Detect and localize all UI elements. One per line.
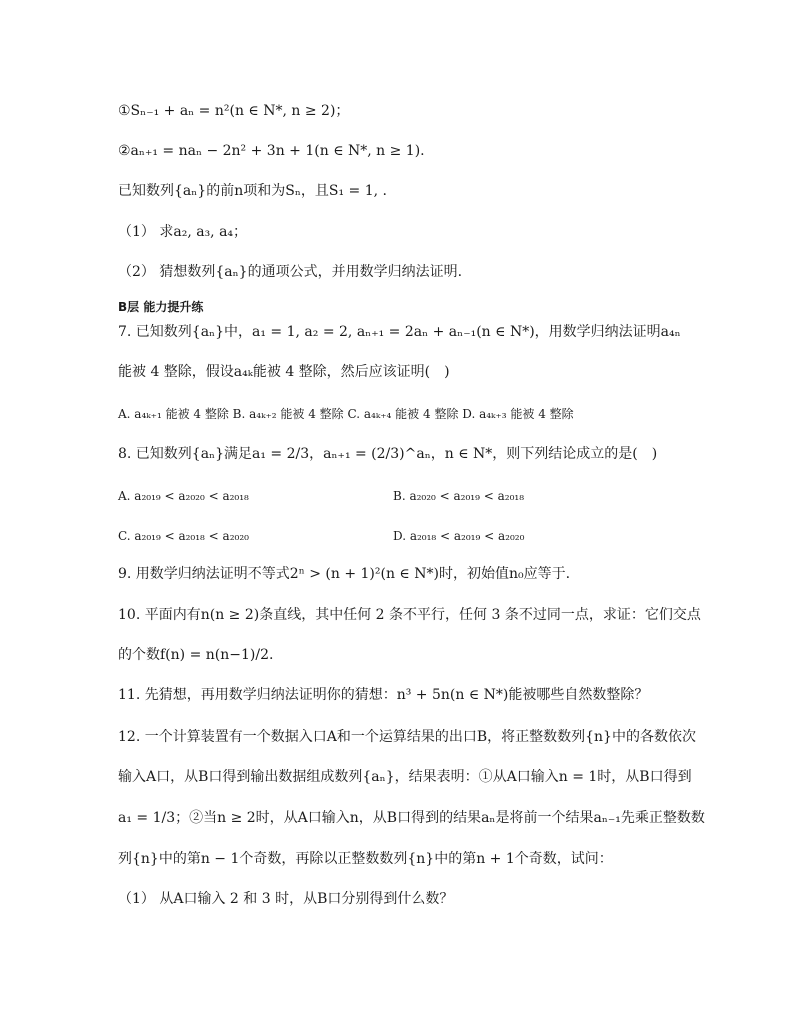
question-7-options: A. a₄ₖ₊₁ 能被 4 整除 B. a₄ₖ₊₂ 能被 4 整除 C. a₄ₖ₊₄ 能被 4 整除 D. a₄ₖ₊₃ 能被 4 整除	[118, 407, 574, 421]
line-condition-2: ②aₙ₊₁ = naₙ − 2n² + 3n + 1(n ∈ N*, n ≥ 1).	[118, 143, 425, 159]
question-7-line-2: 能被 4 整除，假设a₄ₖ能被 4 整除，然后应该证明( )	[118, 364, 450, 380]
question-8-option-d: D. a₂₀₁₈ < a₂₀₁₉ < a₂₀₂₀	[393, 529, 525, 543]
question-12-line-3: a₁ = 1/3；②当n ≥ 2时，从A口输入n，从B口得到的结果aₙ是将前一个结果aₙ₋₁先乘正整数数	[118, 810, 705, 826]
question-8-option-a: A. a₂₀₁₉ < a₂₀₂₀ < a₂₀₁₈	[118, 489, 249, 503]
question-12-line-4: 列{n}中的第n − 1个奇数，再除以正整数数列{n}中的第n + 1个奇数，试问：	[118, 851, 613, 867]
line-condition-1: ①Sₙ₋₁ + aₙ = n²(n ∈ N*, n ≥ 2)；	[118, 103, 350, 119]
question-10-line-1: 10. 平面内有n(n ≥ 2)条直线，其中任何 2 条不平行，任何 3 条不过同一点，求证：它们交点	[118, 607, 701, 623]
question-12-line-1: 12. 一个计算装置有一个数据入口A和一个运算结果的出口B，将正整数数列{n}中的各数依次	[118, 729, 696, 745]
question-11: 11. 先猜想，再用数学归纳法证明你的猜想：n³ + 5n(n ∈ N*)能被哪些自然数整除？	[118, 687, 649, 703]
question-7-line-1: 7. 已知数列{aₙ}中，a₁ = 1, a₂ = 2, aₙ₊₁ = 2aₙ + aₙ₋₁(n ∈ N*)，用数学归纳法证明a₄ₙ	[118, 324, 681, 340]
line-subquestion-2: （2） 猜想数列{aₙ}的通项公式，并用数学归纳法证明.	[118, 264, 463, 280]
section-heading: B层 能力提升练	[118, 300, 204, 314]
question-9: 9. 用数学归纳法证明不等式2ⁿ > (n + 1)²(n ∈ N*)时，初始值n₀应等于.	[118, 566, 571, 582]
question-8-option-c: C. a₂₀₁₉ < a₂₀₁₈ < a₂₀₂₀	[118, 529, 249, 543]
question-12-line-2: 输入A口，从B口得到输出数据组成数列{aₙ}，结果表明：①从A口输入n = 1时，从B口得到	[118, 769, 692, 785]
question-12-subquestion-1: （1） 从A口输入 2 和 3 时，从B口分别得到什么数？	[118, 891, 454, 907]
question-10-line-2: 的个数f(n) = n(n−1)/2.	[118, 647, 274, 663]
line-problem-stem: 已知数列{aₙ}的前n项和为Sₙ，且S₁ = 1, .	[118, 183, 387, 199]
line-subquestion-1: （1） 求a₂, a₃, a₄；	[118, 224, 248, 240]
question-8-option-b: B. a₂₀₂₀ < a₂₀₁₉ < a₂₀₁₈	[393, 489, 525, 503]
question-8-stem: 8. 已知数列{aₙ}满足a₁ = 2/3，aₙ₊₁ = (2/3)^aₙ，n ∈ N*，则下列结论成立的是( )	[118, 446, 658, 462]
